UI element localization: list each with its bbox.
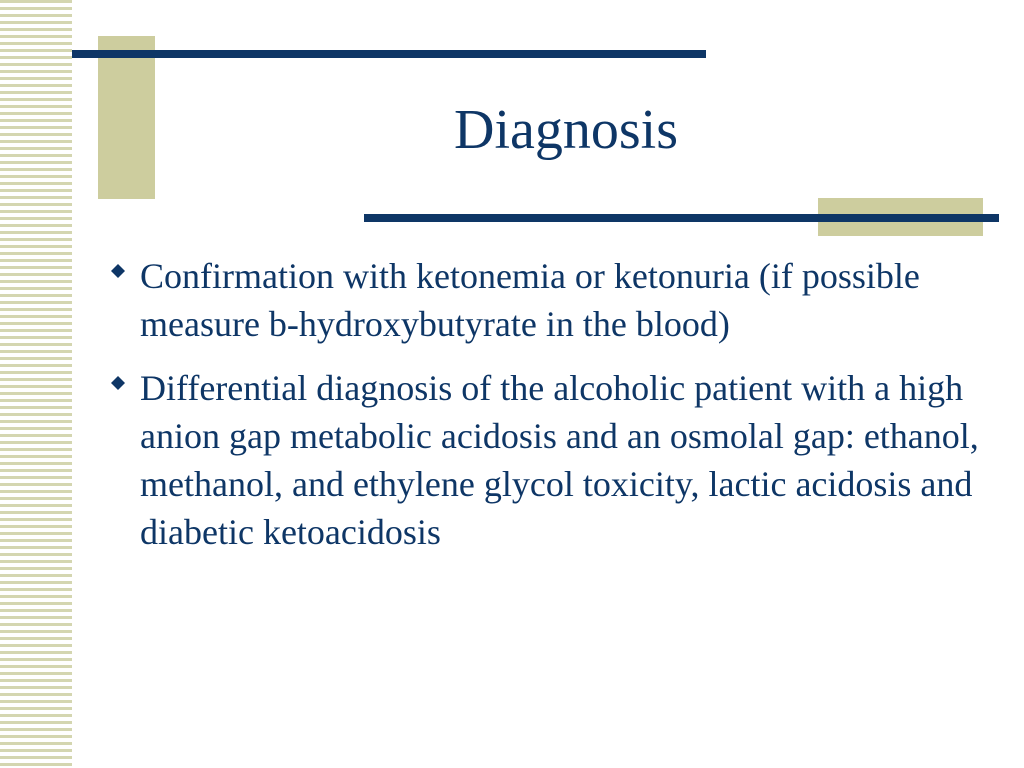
- left-stripe-decoration: [0, 0, 72, 768]
- diamond-bullet-icon: [110, 263, 126, 279]
- bullet-list: [102, 252, 982, 572]
- bullet-text: Differential diagnosis of the alcoholic patient with a high anion gap metabolic acidosis and an osmolal gap: ethanol, methanol, and ethylene glycol toxicity, lactic acidosis and diabetic ketoacidosis: [140, 368, 979, 552]
- slide-title: Diagnosis: [454, 99, 678, 161]
- top-rule-line: [72, 50, 706, 58]
- bullet-item-differential: [102, 364, 982, 556]
- bottom-rule-line: [364, 214, 999, 222]
- tan-accent-block-left: [98, 36, 155, 199]
- bullet-item-confirmation: [102, 252, 982, 348]
- bullet-text: Confirmation with ketonemia or ketonuria (if possible measure b-hydroxybutyrate in the blood): [140, 256, 920, 344]
- diamond-bullet-icon: [110, 375, 126, 391]
